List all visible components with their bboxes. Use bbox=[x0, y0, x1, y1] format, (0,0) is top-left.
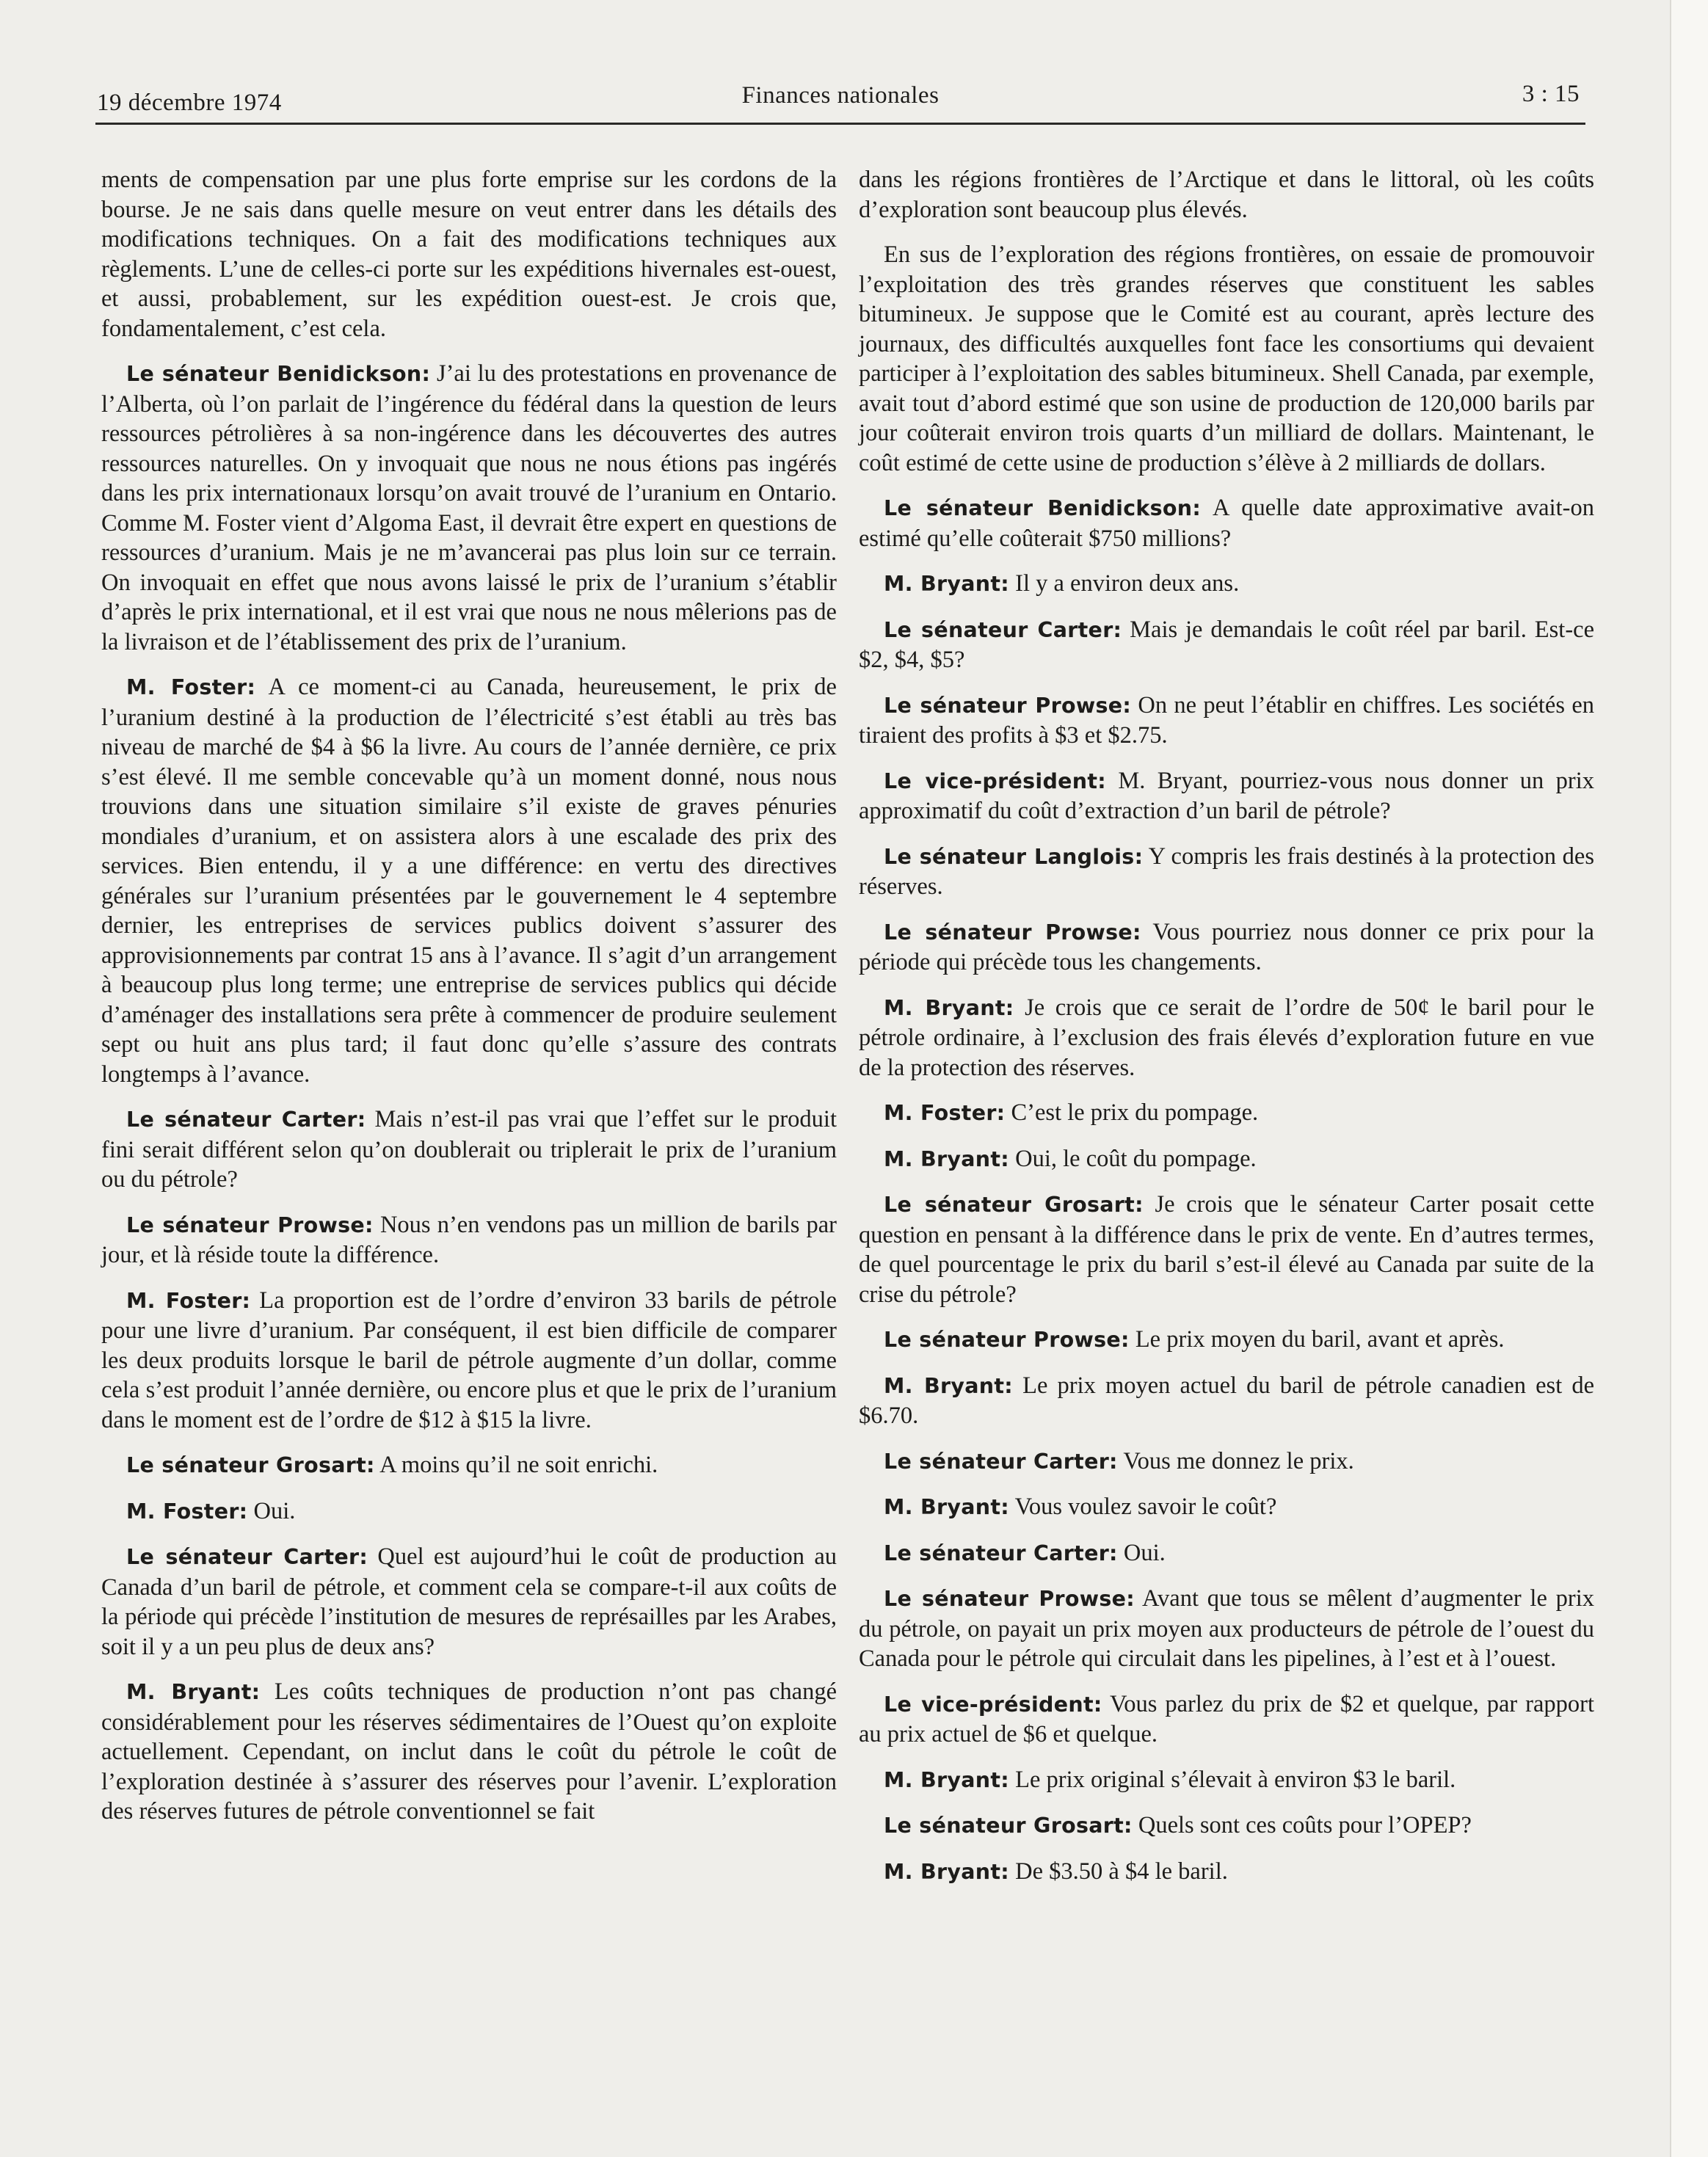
paragraph bbox=[859, 1689, 1594, 1750]
speaker-name: Le sénateur Benidickson: bbox=[884, 496, 1202, 520]
paragraph bbox=[859, 1492, 1594, 1523]
right-column bbox=[859, 165, 1594, 1902]
left-column bbox=[101, 165, 837, 1842]
speaker-name: Le sénateur Prowse: bbox=[884, 1587, 1135, 1611]
paragraph bbox=[101, 1496, 837, 1527]
paragraph bbox=[101, 672, 837, 1089]
speaker-name: Le sénateur Grosart: bbox=[884, 1814, 1133, 1838]
paragraph bbox=[859, 493, 1594, 553]
paragraph-text: La proportion est de l’ordre d’environ 33 barils de pétrole pour une livre d’uranium. Par conséquent, il est bien difficile de comparer les deux produits lorsque le baril de pétrole augmente d’un dollar, comme cela s’est produit l’année dernière, ou encore plus et que le prix de l’uranium dans le moment est de l’ordre de $12 à $15 la livre. bbox=[101, 1287, 837, 1433]
paragraph bbox=[101, 165, 837, 343]
paragraph bbox=[101, 1542, 837, 1662]
paragraph bbox=[859, 1371, 1594, 1431]
speaker-name: Le sénateur Prowse: bbox=[884, 693, 1132, 718]
paragraph-text: C’est le prix du pompage. bbox=[1011, 1099, 1259, 1126]
paragraph-text: Vous me donnez le prix. bbox=[1123, 1447, 1354, 1474]
paragraph bbox=[859, 1190, 1594, 1309]
paragraph-text: Mais n’est-il pas vrai que l’effet sur le produit fini serait différent selon qu’on doublerait ou triplerait le prix de l’uranium ou du pétrole? bbox=[101, 1106, 837, 1193]
paragraph bbox=[101, 1450, 837, 1481]
paragraph bbox=[859, 1765, 1594, 1796]
paragraph-text: Il y a environ deux ans. bbox=[1015, 570, 1240, 597]
paragraph-text: Mais je demandais le coût réel par baril. Est-ce $2, $4, $5? bbox=[859, 616, 1594, 673]
paragraph-text: En sus de l’exploration des régions frontières, on essaie de promouvoir l’exploitation des très grandes réserves que constituent les sables bitumineux. Je suppose que le Comité est au courant, après lecture des journaux, des difficultés auxquelles font face les consortiums qui devaient participer à l’exploitation des sables bitumineux. Shell Canada, par exemple, avait tout d’abord estimé que son usine de production de 120,000 barils par jour coûterait environ trois quarts d’un milliard de dollars. Maintenant, le coût estimé de cette usine de production s’élève à 2 milliards de dollars. bbox=[859, 241, 1594, 476]
header-page-number: 3 : 15 bbox=[1522, 81, 1580, 107]
speaker-name: Le sénateur Carter: bbox=[884, 1541, 1118, 1565]
speaker-name: Le vice-président: bbox=[884, 768, 1106, 793]
paragraph-text: A ce moment-ci au Canada, heureusement, le prix de l’uranium destiné à la production de l’électricité s’est établi au très bas niveau de marché de $4 à $6 la livre. Au cours de l’année dernière, ce prix s’est élevé. Il me semble concevable qu’à un moment donné, nous nous trouvions dans une situation similaire s’il existe de graves pénuries mondiales d’uranium, et on assistera alors à une escalade des prix des services. Bien entendu, il y a une différence: en vertu des directives générales sur l’uranium présentées par le gouvernement le 4 septembre dernier, les entreprises de services publics doivent s’assurer des approvisionnements par contrat 15 ans à l’avance. Il s’agit d’un arrangement à beaucoup plus long terme; une entreprise de services publics qui décide d’aménager des installations sera prête à commencer de produire seulement sept ou huit ans plus tard; il faut donc qu’elle s’assure des contrats longtemps à l’avance. bbox=[101, 674, 837, 1088]
paragraph-text: Les coûts techniques de production n’ont pas changé considérablement pour les réserves sédimentaires de l’Ouest qu’on exploite actuellement. Cependant, on inclut dans le coût du pétrole le coût de l’exploration destinée à s’assurer des réserves pour l’avenir. L’exploration des réserves futures de pétrole conventionnel se fait bbox=[101, 1678, 837, 1825]
running-header bbox=[95, 77, 1585, 125]
paragraph-text: Oui. bbox=[253, 1497, 296, 1524]
paragraph bbox=[859, 1538, 1594, 1569]
speaker-name: Le vice-président: bbox=[884, 1692, 1102, 1717]
speaker-name: M. Bryant: bbox=[884, 995, 1014, 1020]
paragraph-text: Je crois que le sénateur Carter posait cette question en pensant à la différence dans le prix de vente. En d’autres termes, de quel pourcentage le prix du baril s’est-il élevé au Canada par suite de la crise du pétrole? bbox=[859, 1191, 1595, 1308]
paragraph-text: On ne peut l’établir en chiffres. Les sociétés en tiraient des profits à $3 et $2.75. bbox=[859, 691, 1594, 749]
paragraph bbox=[859, 1447, 1594, 1477]
paragraph-text: dans les régions frontières de l’Arctique et dans le littoral, où les coûts d’exploration sont beaucoup plus élevés. bbox=[859, 167, 1594, 223]
speaker-name: Le sénateur Carter: bbox=[884, 1449, 1118, 1474]
speaker-name: Le sénateur Prowse: bbox=[126, 1212, 374, 1237]
paragraph bbox=[859, 993, 1594, 1083]
paragraph bbox=[859, 1144, 1594, 1175]
paragraph bbox=[859, 917, 1594, 978]
paragraph-text: Vous parlez du prix de $2 et quelque, par rapport au prix actuel de $6 et quelque. bbox=[859, 1690, 1595, 1747]
paragraph bbox=[859, 1811, 1594, 1841]
paragraph bbox=[101, 1286, 837, 1436]
paragraph-text: Oui. bbox=[1123, 1539, 1166, 1566]
header-date: 19 décembre 1974 bbox=[97, 90, 282, 116]
speaker-name: M. Foster: bbox=[126, 1499, 248, 1524]
paragraph-text: A quelle date approximative avait-on estimé qu’elle coûterait $750 millions? bbox=[859, 495, 1594, 552]
paragraph-text: Y compris les frais destinés à la protection des réserves. bbox=[859, 843, 1594, 900]
paragraph bbox=[859, 1325, 1594, 1356]
speaker-name: M. Bryant: bbox=[884, 1859, 1010, 1884]
paragraph-text: Vous voulez savoir le coût? bbox=[1014, 1494, 1277, 1520]
speaker-name: M. Bryant: bbox=[126, 1680, 261, 1704]
speaker-name: M. Foster: bbox=[884, 1101, 1006, 1125]
speaker-name: Le sénateur Grosart: bbox=[884, 1193, 1144, 1217]
paragraph bbox=[859, 1098, 1594, 1129]
paragraph-text: Vous pourriez nous donner ce prix pour la période qui précède tous les changements. bbox=[859, 918, 1594, 975]
paragraph bbox=[859, 766, 1594, 826]
page-edge bbox=[1670, 0, 1708, 2157]
speaker-name: Le sénateur Langlois: bbox=[884, 844, 1144, 869]
speaker-name: Le sénateur Grosart: bbox=[126, 1453, 375, 1477]
speaker-name: Le sénateur Prowse: bbox=[884, 1328, 1130, 1352]
paragraph bbox=[101, 1677, 837, 1827]
speaker-name: Le sénateur Carter: bbox=[884, 617, 1122, 642]
paragraph bbox=[859, 240, 1594, 478]
paragraph bbox=[101, 359, 837, 657]
speaker-name: Le sénateur Benidickson: bbox=[126, 362, 431, 386]
speaker-name: M. Foster: bbox=[126, 1288, 251, 1313]
paragraph-text: Je crois que ce serait de l’ordre de 50¢ le baril pour le pétrole ordinaire, à l’exclusion des frais élevés d’exploration future en vue de la protection des réserves. bbox=[859, 994, 1595, 1081]
paragraph bbox=[859, 569, 1594, 600]
paragraph-text: A moins qu’il ne soit enrichi. bbox=[379, 1452, 658, 1478]
speaker-name: M. Bryant: bbox=[884, 1146, 1010, 1171]
paragraph bbox=[101, 1210, 837, 1270]
header-title: Finances nationales bbox=[741, 82, 940, 109]
speaker-name: Le sénateur Carter: bbox=[126, 1545, 368, 1569]
paragraph bbox=[859, 1584, 1594, 1674]
paragraph-text: M. Bryant, pourriez-vous nous donner un prix approximatif du coût d’extraction d’un baril de pétrole? bbox=[859, 767, 1594, 824]
speaker-name: M. Bryant: bbox=[884, 1495, 1010, 1519]
paragraph-text: Le prix moyen actuel du baril de pétrole canadien est de $6.70. bbox=[859, 1372, 1595, 1429]
paragraph-text: Le prix moyen du baril, avant et après. bbox=[1135, 1326, 1505, 1353]
paragraph bbox=[859, 615, 1594, 675]
paragraph-text: Quel est aujourd’hui le coût de production au Canada d’un baril de pétrole, et comment cela se compare-t-il aux coûts de la période qui précède l’institution de mesures de représailles par les Arabes, soit il y a un peu plus de deux ans? bbox=[101, 1543, 837, 1660]
paragraph-text: J’ai lu des protestations en provenance de l’Alberta, où l’on parlait de l’ingérence du fédéral dans la question de leurs ressources pétrolières à sa non-ingérence dans les découvertes des autres ressources naturelles. On y invoquait que nous ne nous étions pas ingérés dans les prix internationaux lorsqu’on avait trouvé de l’uranium en Ontario. Comme M. Foster vient d’Algoma East, il devrait être expert en questions de ressources d’uranium. Mais je ne m’avancerai pas plus loin sur ce terrain. On invoquait en effet que nous avons laissé le prix de l’uranium s’établir d’après le prix international, et il est vrai que nous ne nous mêlerions pas de la livraison et de l’établissement des prix de l’uranium. bbox=[101, 360, 837, 655]
paragraph-text: ments de compensation par une plus forte emprise sur les cordons de la bourse. Je ne sais dans quelle mesure on veut entrer dans les détails des modifications techniques. On a fait des modifications techniques aux règlements. L’une de celles-ci porte sur les expéditions hivernales est-ouest, et aussi, probablement, sur les expédition ouest-est. Je crois que, fondamentalement, c’est cela. bbox=[101, 167, 837, 342]
speaker-name: Le sénateur Prowse: bbox=[884, 920, 1141, 945]
speaker-name: M. Bryant: bbox=[884, 572, 1010, 596]
paragraph-text: De $3.50 à $4 le baril. bbox=[1015, 1858, 1228, 1885]
paragraph bbox=[859, 165, 1594, 225]
paragraph-text: Nous n’en vendons pas un million de barils par jour, et là réside toute la différence. bbox=[101, 1211, 837, 1268]
paragraph-text: Avant que tous se mêlent d’augmenter le prix du pétrole, on payait un prix moyen aux producteurs de pétrole de l’ouest du Canada pour le pétrole qui circulait dans les pipelines, à l’est et à l’ouest. bbox=[859, 1585, 1594, 1672]
speaker-name: M. Bryant: bbox=[884, 1767, 1010, 1792]
paragraph-text: Le prix original s’élevait à environ $3 le baril. bbox=[1015, 1766, 1456, 1793]
paragraph bbox=[101, 1105, 837, 1195]
paragraph bbox=[859, 1857, 1594, 1888]
paragraph-text: Oui, le coût du pompage. bbox=[1015, 1145, 1257, 1172]
speaker-name: M. Bryant: bbox=[884, 1373, 1013, 1398]
paragraph bbox=[859, 842, 1594, 902]
speaker-name: M. Foster: bbox=[126, 675, 256, 699]
speaker-name: Le sénateur Carter: bbox=[126, 1107, 366, 1132]
paragraph bbox=[859, 691, 1594, 751]
paragraph-text: Quels sont ces coûts pour l’OPEP? bbox=[1138, 1812, 1472, 1838]
